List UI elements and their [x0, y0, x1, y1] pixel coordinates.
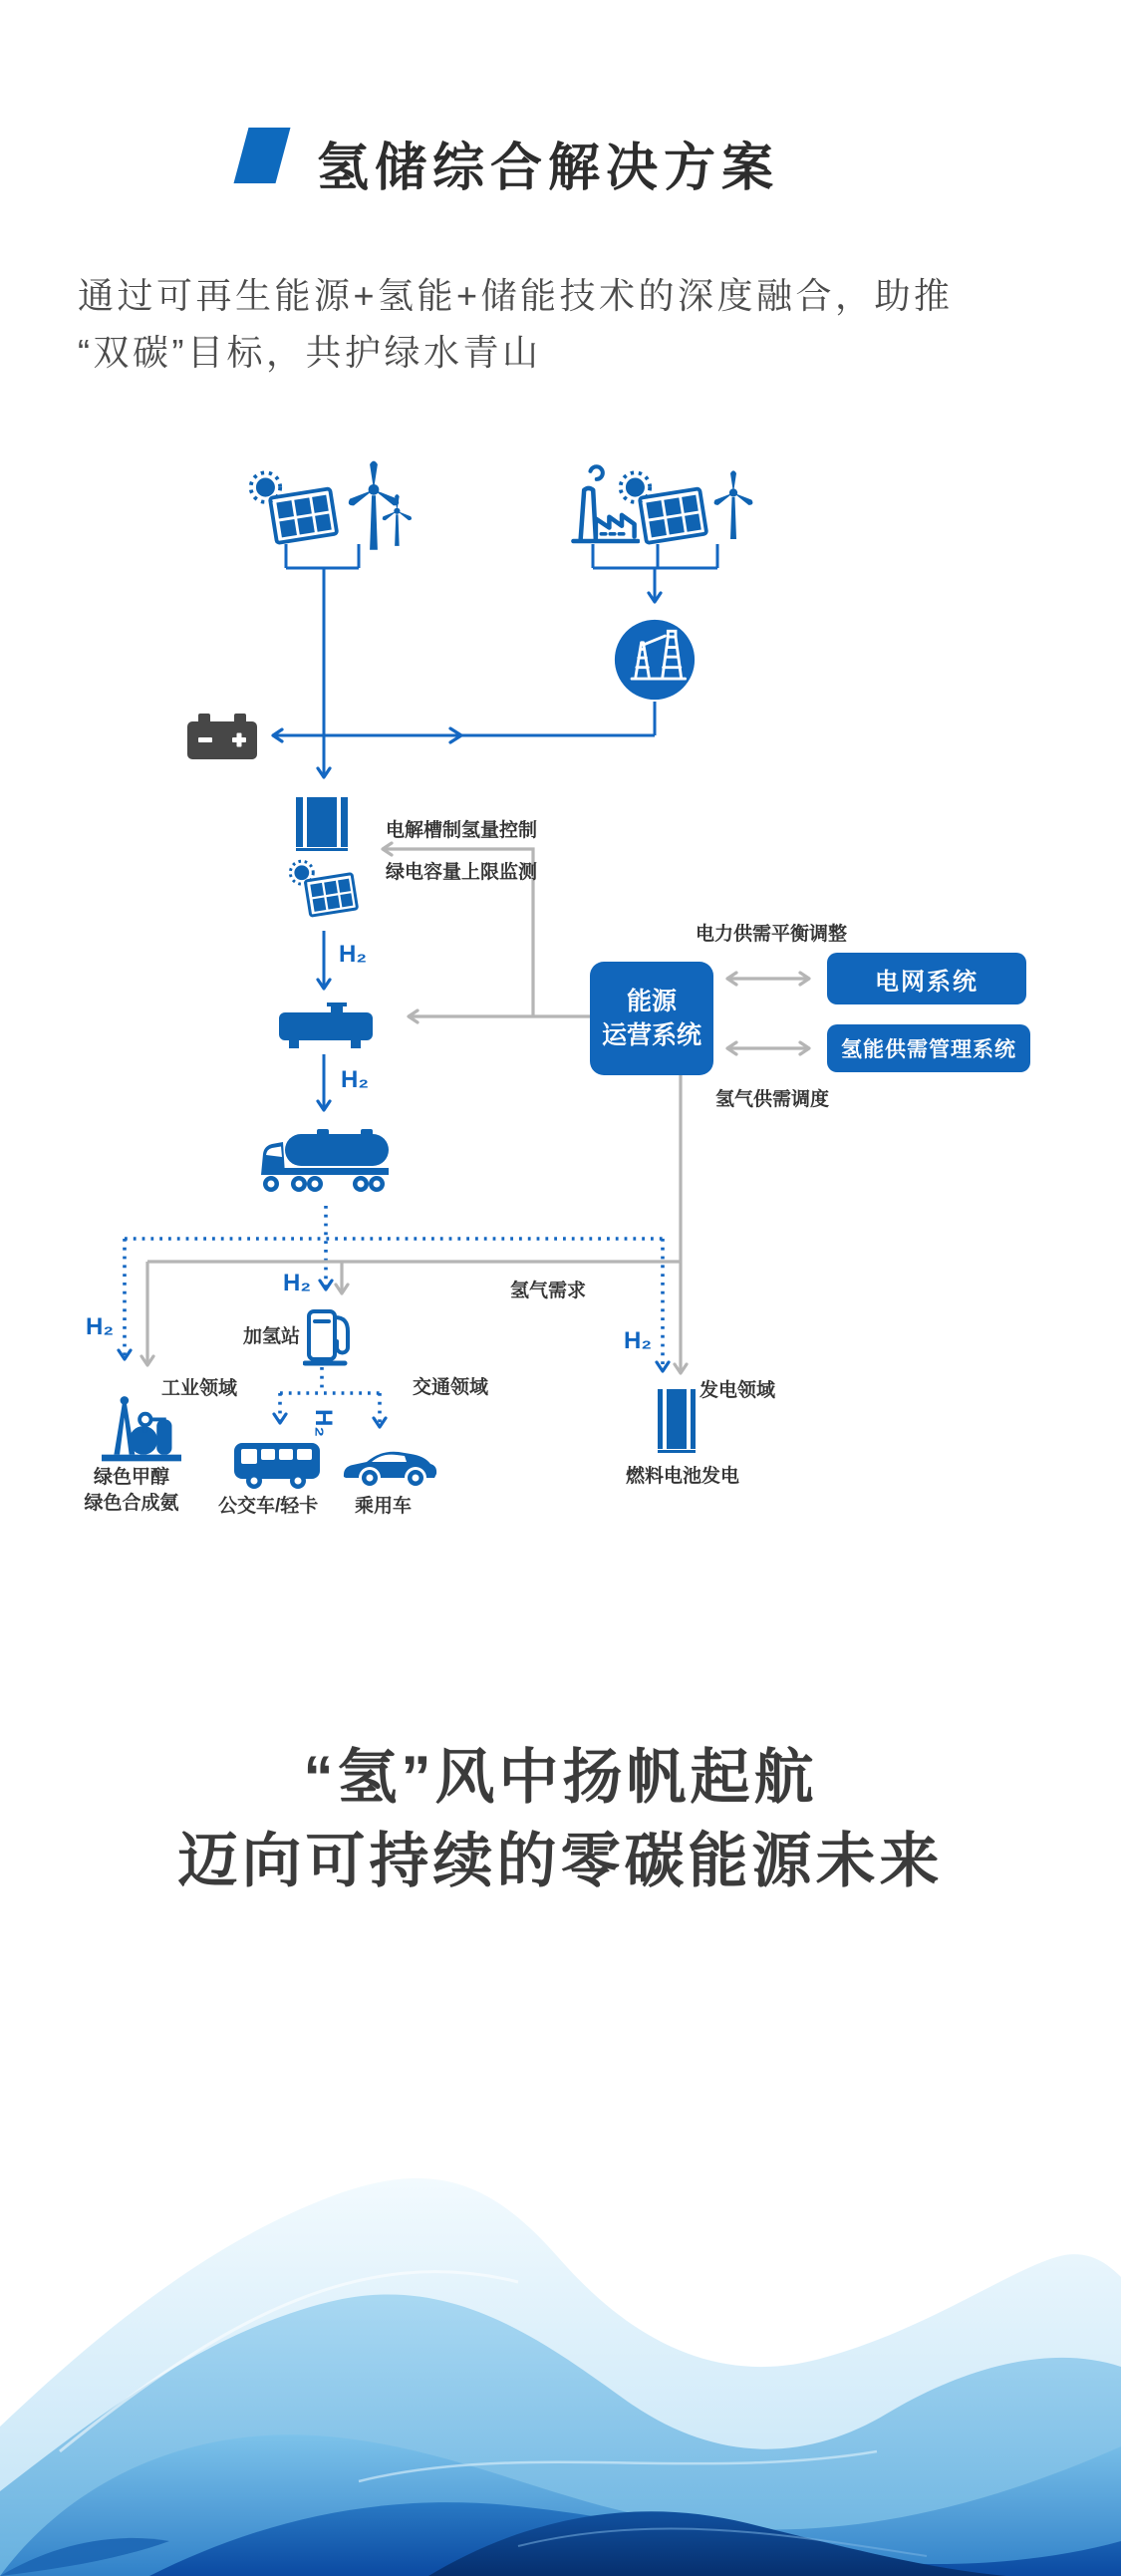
h2-label: H₂ [624, 1327, 652, 1354]
headline-line-2: 迈向可持续的零碳能源未来 [177, 1828, 944, 1894]
h2-label: H₂ [86, 1313, 114, 1340]
hydrogen-dispenser-icon [303, 1307, 359, 1367]
energy-operation-system-box [590, 962, 713, 1075]
h2-label: H₂ [339, 941, 367, 968]
electrolyzer-icon [296, 797, 348, 851]
label-power-field: 发电领域 [700, 1380, 776, 1401]
intro-line-1: 通过可再生能源+氢能+储能技术的深度融合，助推 [78, 275, 954, 316]
wind-turbine-icon [335, 454, 413, 552]
solar-sun-icon [616, 468, 711, 548]
fuel-cell-icon [658, 1389, 696, 1453]
solar-sun-icon [287, 855, 361, 923]
label-electrolyzer-control: 电解槽制氢量控制 [386, 820, 538, 841]
energy-ops-line2: 运营系统 [601, 1021, 701, 1049]
label-industry-field: 工业领域 [161, 1378, 238, 1399]
label-green-power-monitor: 绿电容量上限监测 [386, 862, 538, 883]
label-green-ammonia: 绿色合成氨 [84, 1493, 179, 1514]
label-green-methanol: 绿色甲醇 [93, 1467, 169, 1488]
tanker-truck-icon [255, 1128, 389, 1200]
h2-label: H₂ [283, 1270, 311, 1296]
headline [0, 1736, 1121, 1903]
label-fuel-cell-power: 燃料电池发电 [626, 1466, 740, 1487]
industrial-plant-icon [102, 1393, 181, 1463]
wave-graphic [0, 2152, 1121, 2576]
grid-system-box: 电网系统 [827, 953, 1026, 1004]
h2-label-rotated: H₂ [310, 1409, 337, 1437]
label-bus-truck: 公交车/轻卡 [218, 1496, 319, 1517]
label-passenger-car: 乘用车 [355, 1496, 413, 1517]
label-green-methanol-ammonia [72, 1465, 191, 1517]
title-accent-parallelogram [233, 128, 290, 183]
label-transport-field: 交通领域 [413, 1377, 489, 1398]
label-h2-demand: 氢气需求 [510, 1281, 587, 1301]
label-refueling-station: 加氢站 [243, 1326, 301, 1347]
h2-label: H₂ [341, 1066, 369, 1093]
label-power-balance: 电力供需平衡调整 [696, 924, 848, 945]
h2-supply-management-box: 氢能供需管理系统 [827, 1024, 1030, 1072]
solar-sun-icon [245, 468, 343, 548]
battery-storage-icon [186, 712, 258, 761]
car-icon [341, 1445, 438, 1487]
bus-icon [234, 1439, 320, 1491]
power-grid-icon [613, 618, 697, 702]
hydrogen-tank-icon [279, 1002, 373, 1050]
page-title: 氢储综合解决方案 [317, 140, 780, 197]
intro-line-2: “双碳”目标，共护绿水青山 [78, 332, 542, 373]
wind-turbine-icon [703, 454, 763, 552]
intro-text [78, 267, 1064, 381]
label-h2-dispatch: 氢气供需调度 [715, 1089, 830, 1110]
energy-ops-line1: 能源 [626, 988, 677, 1015]
headline-line-1: “氢”风中扬帆起航 [303, 1744, 818, 1811]
